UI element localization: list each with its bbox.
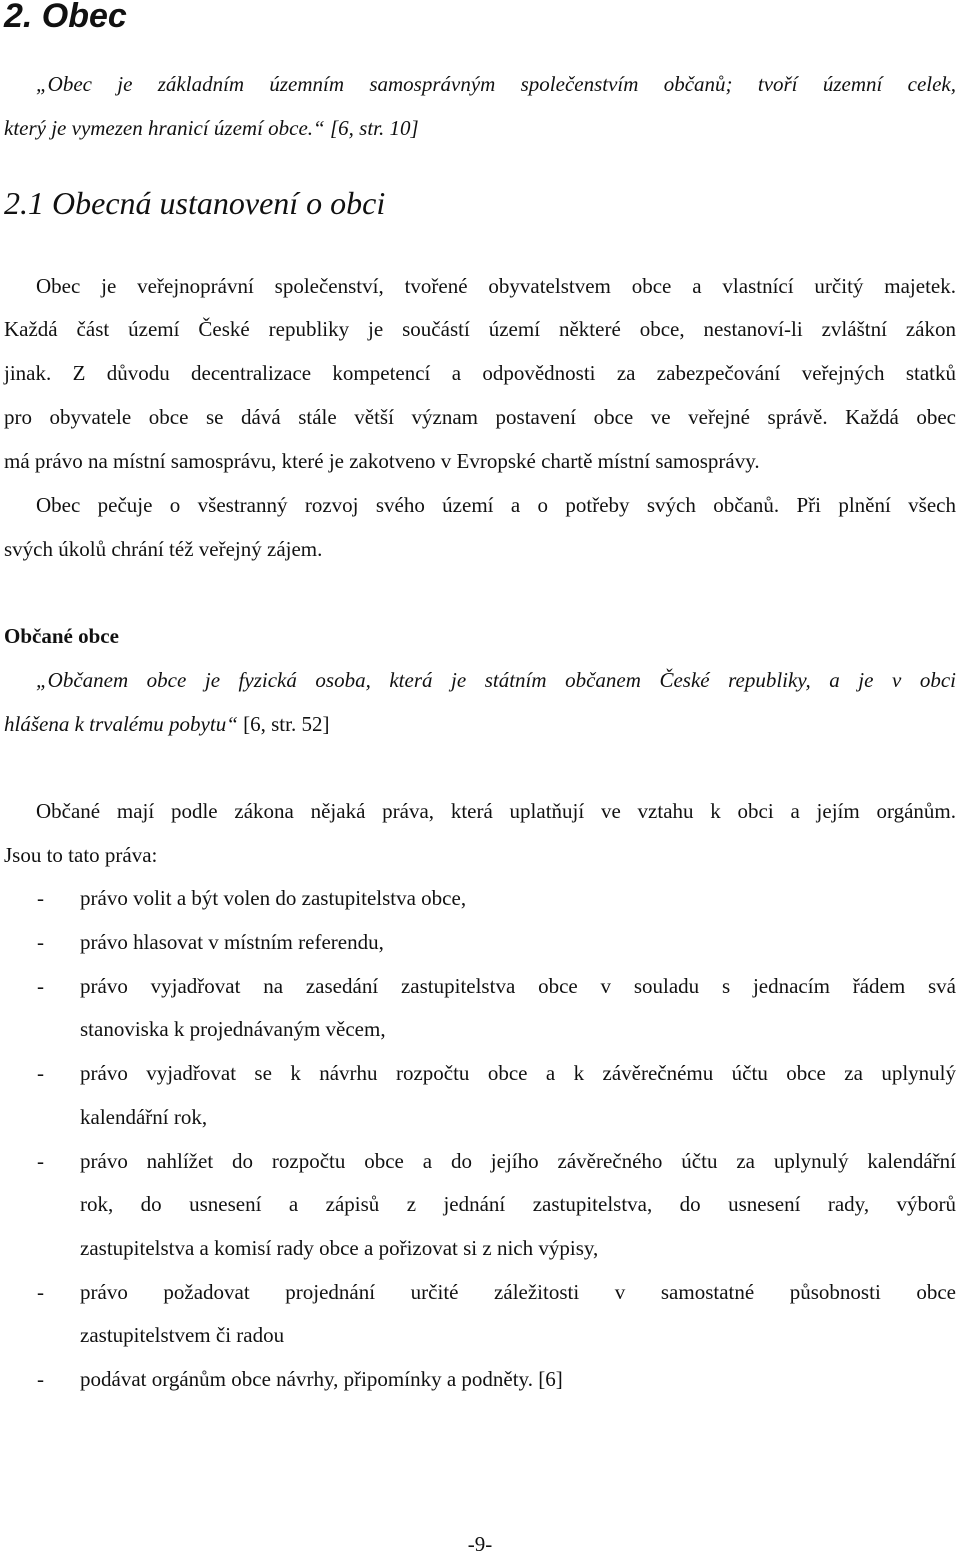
list-item: právo volit a být volen do zastupitelstva obce,: [80, 886, 467, 910]
list-item: právo vyjadřovat se k návrhu rozpočtu obce a k závěrečnému účtu obce za uplynulý: [80, 1061, 956, 1085]
quote-line: [4, 710, 329, 738]
subsection-title: Občané obce: [4, 624, 119, 648]
list-item: právo hlasovat v místním referendu,: [80, 930, 384, 954]
list-item-continuation: kalendářní rok,: [80, 1105, 208, 1129]
paragraph-line: má právo na místní samosprávu, které je zakotveno v Evropské chartě místní samosprávy.: [4, 449, 760, 473]
paragraph-line: Obec je veřejnoprávní společenství, tvořené obyvatelstvem obce a vlastnící určitý majetek.: [36, 274, 956, 298]
citation: [6, str. 52]: [237, 712, 330, 736]
list-item-continuation: rok, do usnesení a zápisů z jednání zastupitelstva, do usnesení rady, výborů: [80, 1192, 956, 1216]
paragraph-line: Obec pečuje o všestranný rozvoj svého území a o potřeby svých občanů. Při plnění všech: [36, 493, 956, 517]
quote-line: „Občanem obce je fyzická osoba, která je státním občanem České republiky, a je v obci: [36, 668, 956, 692]
paragraph-line: Občané mají podle zákona nějaká práva, která uplatňují ve vztahu k obci a jejím orgánům.: [36, 799, 956, 823]
paragraph-line: jinak. Z důvodu decentralizace kompetencí a odpovědnosti za zabezpečování veřejných statků: [4, 361, 956, 385]
section-heading: 2.1 Obecná ustanovení o obci: [4, 185, 386, 221]
list-item: právo vyjadřovat na zasedání zastupitelstva obce v souladu s jednacím řádem svá: [80, 974, 956, 998]
list-item-continuation: stanoviska k projednávaným věcem,: [80, 1017, 386, 1041]
list-marker: -: [37, 1367, 44, 1391]
list-marker: -: [37, 1280, 44, 1304]
chapter-heading: 2. Obec: [4, 0, 127, 35]
list-marker: -: [37, 1149, 44, 1173]
paragraph-line: svých úkolů chrání též veřejný zájem.: [4, 537, 323, 561]
list-item-continuation: zastupitelstvem či radou: [80, 1323, 285, 1347]
list-marker: -: [37, 930, 44, 954]
quote-line: „Obec je základním územním samosprávným společenstvím občanů; tvoří územní celek,: [36, 72, 956, 96]
list-item: právo nahlížet do rozpočtu obce a do jejího závěrečného účtu za uplynulý kalendářní: [80, 1149, 956, 1173]
list-item-continuation: zastupitelstva a komisí rady obce a pořizovat si z nich výpisy,: [80, 1236, 599, 1260]
list-marker: -: [37, 886, 44, 910]
paragraph-line: Jsou to tato práva:: [4, 843, 158, 867]
list-item: podávat orgánům obce návrhy, připomínky a podněty. [6]: [80, 1367, 563, 1391]
list-item: právo požadovat projednání určité záležitosti v samostatné působnosti obce: [80, 1280, 956, 1304]
paragraph-line: Každá část území České republiky je součástí území některé obce, nestanoví-li zvláštní zákon: [4, 317, 956, 341]
list-marker: -: [37, 1061, 44, 1085]
paragraph-line: pro obyvatele obce se dává stále větší význam postavení obce ve veřejné správě. Každá obec: [4, 405, 956, 429]
quote-line: který je vymezen hranicí území obce.“ [6, str. 10]: [4, 116, 419, 140]
quote-text: hlášena k trvalému pobytu“: [4, 712, 238, 736]
page-number: -9-: [467, 1532, 493, 1556]
list-marker: -: [37, 974, 44, 998]
